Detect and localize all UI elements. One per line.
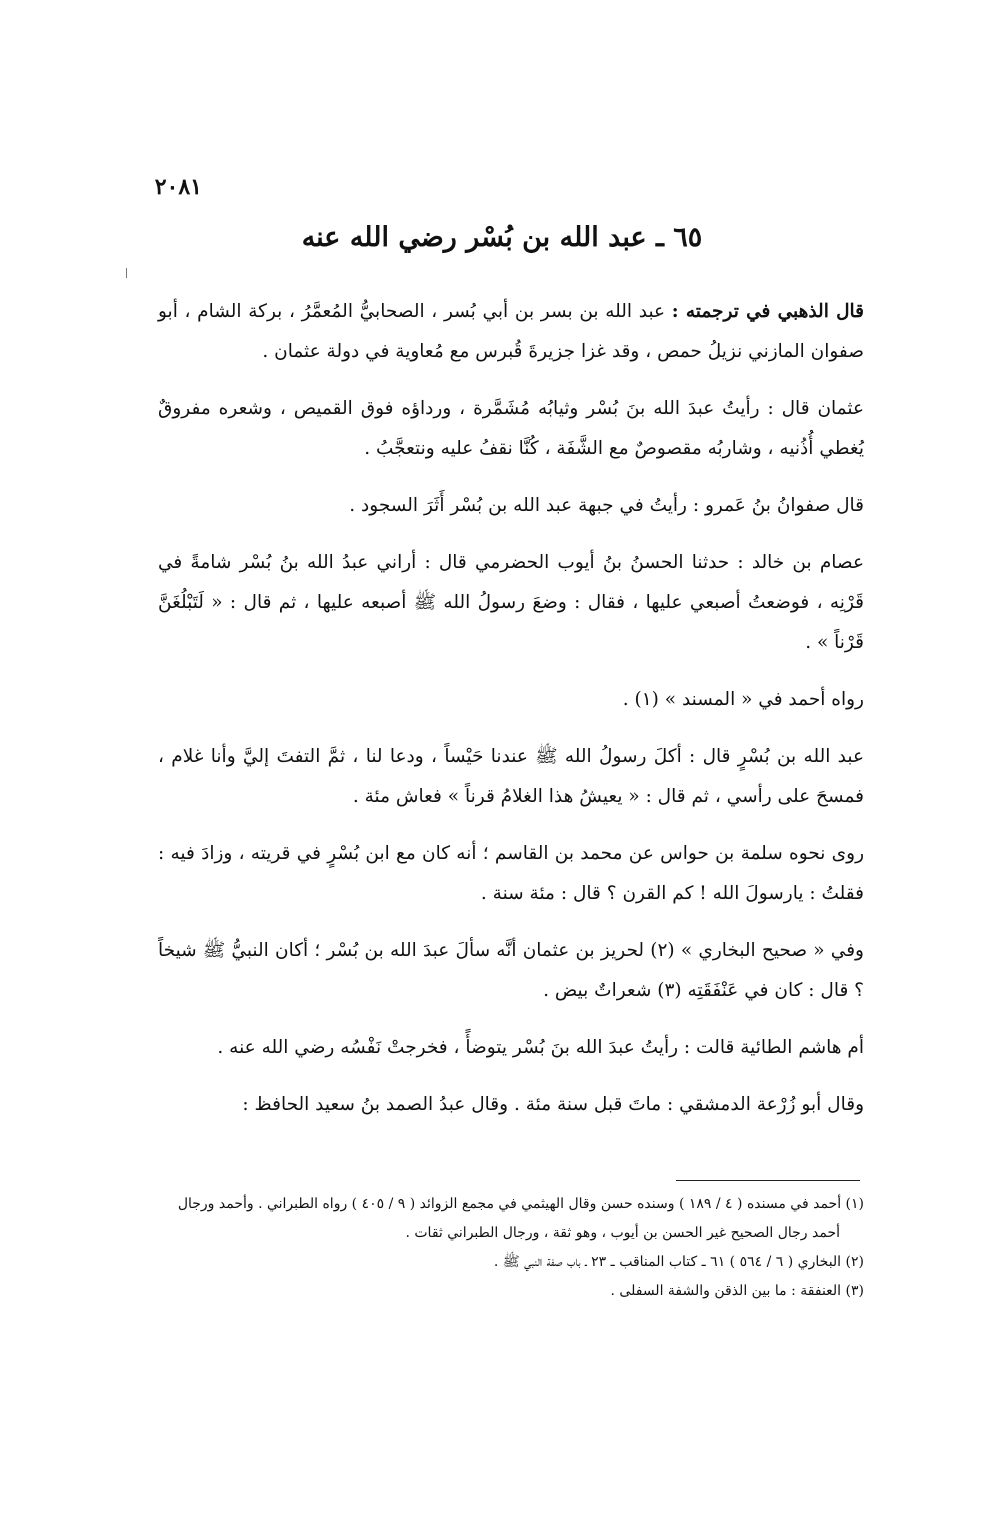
paragraph-lead: قال الذهبي في ترجمته : xyxy=(671,301,865,322)
paragraph-text: روى نحوه سلمة بن حواس عن محمد بن القاسم ؛ أنه كان مع ابن بُسْرٍ في قريته ، وزادَ فيه : فقلتُ : يارسولَ الله ! كم القرن ؟ قال : مئة سنة . xyxy=(158,843,864,904)
paragraph-text: عبد الله بن بسر بن أبي بُسر ، الصحابيُّ المُعمَّرُ ، بركة الشام ، أبو صفوان المازني نزيلُ حمص ، وقد غزا جزيرةَ قُبرس مع مُعاوية في دولة عثمان . xyxy=(158,301,864,362)
paragraph xyxy=(158,292,864,372)
paragraph-text: رواه أحمد في « المسند » (١) . xyxy=(622,689,864,710)
footnote-1-continuation: أحمد رجال الصحيح غير الحسن بن أيوب ، وهو ثقة ، ورجال الطبراني ثقات . xyxy=(405,1225,840,1241)
body-text xyxy=(158,292,864,1142)
footnote-2: (٢) البخاري ( ٦ / ٥٦٤ ) ٦١ ـ كتاب المناقب ـ ٢٣ ـ باب صفة النبي ﷺ . xyxy=(493,1254,864,1270)
footnote-divider xyxy=(676,1180,860,1181)
paragraph xyxy=(158,1085,864,1125)
paragraph xyxy=(158,543,864,663)
paragraph xyxy=(158,834,864,914)
paragraph xyxy=(158,1028,864,1068)
paragraph-text: عثمان قال : رأيتُ عبدَ الله بنَ بُسْر وثيابُه مُشَمَّرة ، ورداؤه فوق القميص ، وشعره مفروقٌ يُغطي أُذُنيه ، وشاربُه مقصوصٌ مع الشَّفَة ، كُنَّا نقفُ عليه ونتعجَّبُ . xyxy=(158,398,864,459)
footnote-1: (١) أحمد في مسنده ( ٤ / ١٨٩ ) وسنده حسن وقال الهيثمي في مجمع الزوائد ( ٩ / ٤٠٥ ) رواه الطبراني . وأحمد ورجال xyxy=(177,1196,864,1212)
footnote-3: (٣) العنفقة : ما بين الذقن والشفة السفلى . xyxy=(610,1283,864,1299)
paragraph-text: عصام بن خالد : حدثنا الحسنُ بنُ أيوب الحضرمي قال : أراني عبدُ الله بنُ بُسْر شامةً في قَرْنِه ، فوضعتُ أصبعي عليها ، فقال : وضعَ رسولُ الله ﷺ أصبعه عليها ، ثم قال : « لَتَبْلُغَنَّ قَرْناً » . xyxy=(158,552,864,653)
paragraph-text: عبد الله بن بُسْرٍ قال : أكلَ رسولُ الله ﷺ عندنا حَيْساً ، ودعا لنا ، ثمَّ التفتَ إليَّ وأنا غلام ، فمسحَ على رأسي ، ثم قال : « يعيشُ هذا الغلامُ قرناً » فعاش مئة . xyxy=(158,746,864,807)
chapter-title: ٦٥ ـ عبد الله بن بُسْر رضي الله عنه xyxy=(301,222,703,253)
paragraph xyxy=(158,737,864,817)
paragraph-text: قال صفوانُ بنُ عَمرو : رأيتُ في جبهة عبد الله بن بُسْر أَثَرَ السجود . xyxy=(349,495,864,516)
paragraph xyxy=(158,486,864,526)
footnotes xyxy=(150,1190,864,1306)
paragraph-text: وفي « صحيح البخاري » (٢) لحريز بن عثمان أنَّه سألَ عبدَ الله بن بُسْر ؛ أكان النبيُّ ﷺ شيخاً ؟ قال : كان في عَنْفَقَتِه (٣) شعراتٌ بيض . xyxy=(158,940,864,1001)
margin-mark xyxy=(126,268,127,278)
paragraph xyxy=(158,680,864,720)
paragraph xyxy=(158,389,864,469)
paragraph-text: أم هاشم الطائية قالت : رأيتُ عبدَ الله بنَ بُسْر يتوضأً ، فخرجتْ نَفْسُه رضي الله عنه . xyxy=(217,1037,864,1058)
page-number: ٢٠٨١ xyxy=(154,174,202,200)
paragraph-text: وقال أبو زُرْعة الدمشقي : ماتَ قبل سنة مئة . وقال عبدُ الصمد بنُ سعيد الحافظ : xyxy=(242,1094,864,1115)
paragraph xyxy=(158,931,864,1011)
